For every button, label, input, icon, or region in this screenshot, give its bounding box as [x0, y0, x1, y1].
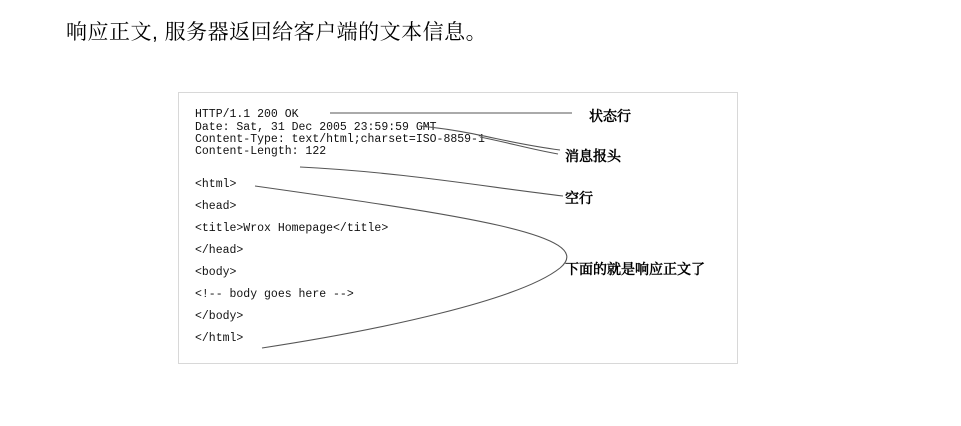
body-line-head-close: </head>	[195, 244, 244, 257]
http-header-content-length: Content-Length: 122	[195, 145, 327, 158]
annotation-response-body: 下面的就是响应正文了	[565, 261, 705, 277]
body-line-html-open: <html>	[195, 178, 237, 191]
annotation-blank-line: 空行	[565, 190, 593, 206]
http-header-content-type: Content-Type: text/html;charset=ISO-8859-1	[195, 133, 485, 146]
body-line-head-open: <head>	[195, 200, 237, 213]
annotation-headers: 消息报头	[565, 148, 621, 164]
body-line-body-open: <body>	[195, 266, 237, 279]
body-line-html-close: </html>	[195, 332, 244, 345]
body-line-body-close: </body>	[195, 310, 244, 323]
body-line-title: <title>Wrox Homepage</title>	[195, 222, 389, 235]
http-status-line: HTTP/1.1 200 OK	[195, 108, 299, 121]
body-line-comment: <!-- body goes here -->	[195, 288, 354, 301]
annotation-status-line: 状态行	[589, 108, 631, 124]
page-title: 响应正文, 服务器返回给客户端的文本信息。	[66, 21, 488, 44]
http-response-diagram	[178, 92, 738, 364]
http-header-date: Date: Sat, 31 Dec 2005 23:59:59 GMT	[195, 121, 437, 134]
